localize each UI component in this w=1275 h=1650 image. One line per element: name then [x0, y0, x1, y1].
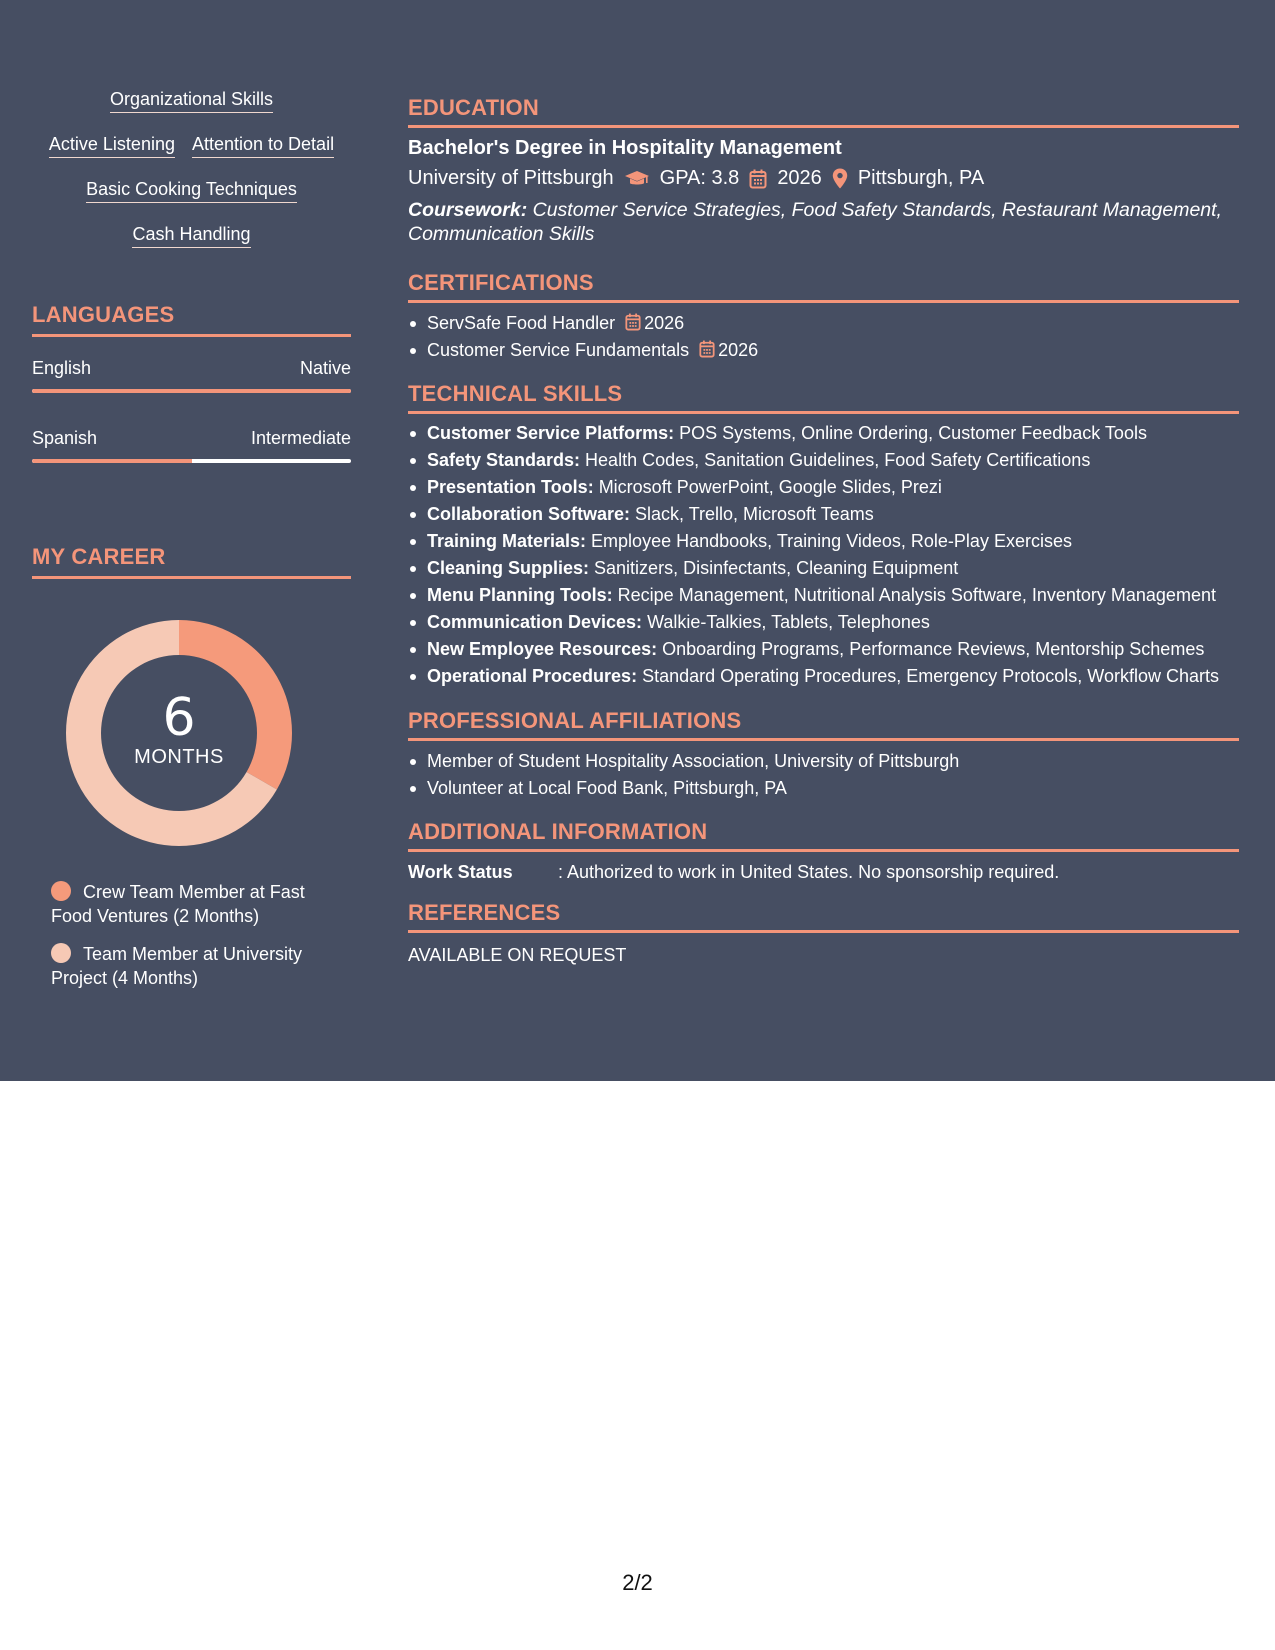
career-legend-label: Team Member at University Project (4 Months)	[51, 944, 303, 988]
work-status-label: Work Status	[408, 862, 513, 882]
references-heading: REFERENCES	[408, 900, 1239, 933]
language-proficiency-fill	[32, 389, 351, 393]
language-level: Native	[299, 358, 351, 378]
education-location: Pittsburgh, PA	[857, 167, 985, 189]
language-row-spanish	[32, 428, 351, 449]
work-status-row	[408, 862, 1059, 883]
skill-category: Menu Planning Tools:	[427, 585, 613, 605]
graduation-cap-icon	[624, 170, 650, 188]
skill-category: Cleaning Supplies:	[427, 558, 590, 578]
certification-year: 2026	[644, 313, 685, 333]
technical-skill-item	[408, 609, 1239, 636]
skill-values: Health Codes, Sanitation Guidelines, Food Safety Certifications	[580, 450, 1091, 470]
skill-category: Communication Devices:	[427, 612, 643, 632]
skill-category: Collaboration Software:	[427, 504, 631, 524]
technical-skill-item	[408, 528, 1239, 555]
career-donut-center	[66, 620, 292, 846]
skills-row-1	[32, 88, 351, 113]
skill-values: Onboarding Programs, Performance Reviews, Mentorship Schemes	[657, 639, 1205, 659]
education-coursework	[408, 198, 1239, 246]
skill-values: Slack, Trello, Microsoft Teams	[630, 504, 874, 524]
certification-item	[408, 337, 1239, 364]
certification-year: 2026	[718, 340, 759, 360]
map-pin-icon	[832, 168, 848, 189]
career-heading: MY CAREER	[32, 544, 351, 579]
work-status-value: : Authorized to work in United States. No sponsorship required.	[558, 862, 1060, 882]
skill-tag: Active Listening	[49, 133, 175, 158]
language-proficiency-bar	[32, 459, 351, 463]
skill-tag: Organizational Skills	[110, 88, 273, 113]
certifications-heading: CERTIFICATIONS	[408, 270, 1239, 303]
affiliations-heading: PROFESSIONAL AFFILIATIONS	[408, 708, 1239, 741]
calendar-icon	[625, 313, 641, 331]
page-number: 2/2	[622, 1570, 653, 1595]
languages-heading: LANGUAGES	[32, 302, 351, 337]
technical-skill-item	[408, 501, 1239, 528]
additional-info-heading: ADDITIONAL INFORMATION	[408, 819, 1239, 852]
skill-tag: Attention to Detail	[192, 133, 334, 158]
career-legend-item	[51, 942, 341, 990]
skill-values: Sanitizers, Disinfectants, Cleaning Equipment	[589, 558, 959, 578]
skill-category: Customer Service Platforms:	[427, 423, 675, 443]
education-year: 2026	[777, 167, 822, 189]
skill-category: Operational Procedures:	[427, 666, 638, 686]
language-proficiency-fill	[32, 459, 192, 463]
legend-dot	[51, 943, 71, 963]
certification-name: Customer Service Fundamentals	[427, 340, 690, 360]
career-donut-chart	[66, 620, 292, 846]
skills-row-3	[32, 178, 351, 203]
education-gpa: GPA: 3.8	[659, 167, 740, 189]
technical-skills-list	[408, 420, 1239, 690]
technical-skill-item	[408, 663, 1239, 690]
education-school: University of Pittsburgh	[408, 167, 614, 189]
skill-values: Microsoft PowerPoint, Google Slides, Prezi	[593, 477, 942, 497]
certifications-list	[408, 310, 1239, 364]
skill-values: Standard Operating Procedures, Emergency Protocols, Workflow Charts	[637, 666, 1219, 686]
skill-values: Recipe Management, Nutritional Analysis Software, Inventory Management	[612, 585, 1216, 605]
education-meta	[408, 167, 984, 190]
technical-skills-heading: TECHNICAL SKILLS	[408, 381, 1239, 414]
career-total-unit: MONTHS	[134, 745, 224, 768]
certification-item	[408, 310, 1239, 337]
education-degree: Bachelor's Degree in Hospitality Management	[408, 137, 842, 159]
language-row-english	[32, 358, 351, 379]
language-name: English	[32, 358, 92, 378]
skill-category: Presentation Tools:	[427, 477, 594, 497]
coursework-label: Coursework:	[408, 199, 528, 221]
calendar-icon	[749, 169, 767, 189]
coursework-list: Customer Service Strategies, Food Safety Standards, Restaurant Management, Communication Skills	[408, 199, 1222, 245]
skill-category: Safety Standards:	[427, 450, 581, 470]
technical-skill-item	[408, 555, 1239, 582]
skill-values: Walkie-Talkies, Tablets, Telephones	[642, 612, 930, 632]
skill-values: Employee Handbooks, Training Videos, Role-Play Exercises	[586, 531, 1072, 551]
skills-row-2	[32, 133, 351, 158]
skill-category: New Employee Resources:	[427, 639, 658, 659]
career-total-value: 6	[162, 687, 196, 748]
certification-name: ServSafe Food Handler	[427, 313, 616, 333]
education-heading: EDUCATION	[408, 95, 1239, 128]
affiliation-item: Member of Student Hospitality Association, University of Pittsburgh	[408, 748, 1239, 775]
technical-skill-item	[408, 447, 1239, 474]
skill-tag: Basic Cooking Techniques	[86, 178, 297, 203]
language-proficiency-bar	[32, 389, 351, 393]
career-legend-item	[51, 880, 341, 928]
career-legend-label: Crew Team Member at Fast Food Ventures (2 Months)	[51, 882, 305, 926]
skill-values: POS Systems, Online Ordering, Customer Feedback Tools	[674, 423, 1147, 443]
calendar-icon	[699, 340, 715, 358]
language-level: Intermediate	[250, 428, 351, 448]
affiliations-list	[408, 748, 1239, 802]
skill-tag: Cash Handling	[132, 223, 250, 248]
language-name: Spanish	[32, 428, 98, 448]
legend-dot	[51, 881, 71, 901]
references-text: AVAILABLE ON REQUEST	[408, 945, 627, 965]
affiliation-item: Volunteer at Local Food Bank, Pittsburgh, PA	[408, 775, 1239, 802]
technical-skill-item	[408, 474, 1239, 501]
technical-skill-item	[408, 582, 1239, 609]
technical-skill-item	[408, 636, 1239, 663]
skills-row-4	[32, 223, 351, 248]
skill-category: Training Materials:	[427, 531, 587, 551]
technical-skill-item	[408, 420, 1239, 447]
